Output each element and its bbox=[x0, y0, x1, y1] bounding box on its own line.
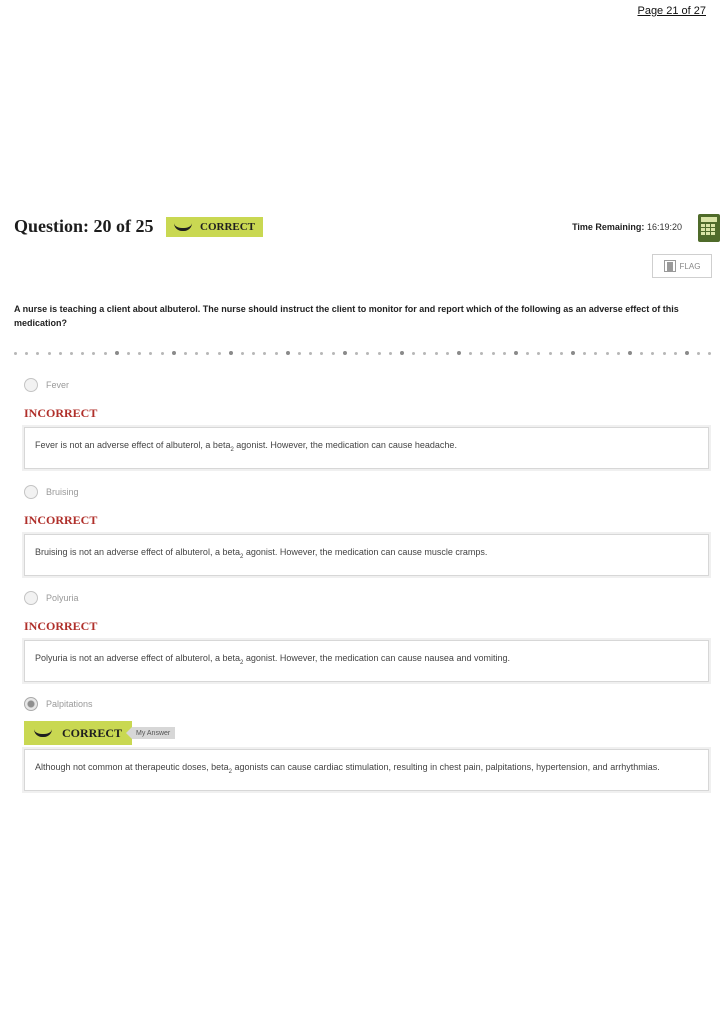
result-label: INCORRECT bbox=[24, 513, 98, 527]
question-header bbox=[14, 214, 720, 242]
status-badge bbox=[166, 217, 263, 237]
result-label: INCORRECT bbox=[24, 406, 98, 420]
option-label: Fever bbox=[46, 380, 70, 390]
option-label: Palpitations bbox=[46, 699, 93, 709]
radio-button[interactable] bbox=[24, 485, 38, 499]
rationale-box bbox=[24, 640, 709, 682]
rationale-text: Polyuria is not an adverse effect of albuterol, a beta bbox=[35, 653, 240, 663]
rationale-text: agonist. However, the medication can cause headache. bbox=[233, 440, 457, 450]
rationale-subscript: 2 bbox=[230, 446, 234, 453]
answer-option-bruising[interactable] bbox=[24, 485, 79, 499]
radio-button-selected[interactable] bbox=[24, 697, 38, 711]
calculator-icon[interactable] bbox=[698, 214, 720, 242]
option-label: Polyuria bbox=[46, 593, 79, 603]
rationale-subscript: 2 bbox=[239, 659, 244, 666]
option-label: Bruising bbox=[46, 487, 79, 497]
my-answer-tag: My Answer bbox=[132, 727, 175, 739]
rationale-box bbox=[24, 427, 709, 469]
smile-icon bbox=[34, 729, 52, 737]
rationale-box bbox=[24, 749, 709, 791]
flag-label: FLAG bbox=[679, 261, 701, 271]
radio-button[interactable] bbox=[24, 591, 38, 605]
correct-badge bbox=[24, 721, 132, 745]
radio-button[interactable] bbox=[24, 378, 38, 392]
smile-icon bbox=[174, 223, 192, 231]
rationale-text: Although not common at therapeutic doses, beta bbox=[35, 762, 229, 772]
rationale-text: agonist. However, the medication can cause nausea and vomiting. bbox=[243, 653, 510, 663]
status-badge-label: CORRECT bbox=[200, 221, 256, 233]
answer-option-palpitations[interactable] bbox=[24, 697, 93, 711]
flag-button[interactable] bbox=[652, 254, 712, 278]
time-remaining bbox=[572, 222, 682, 232]
time-remaining-label: Time Remaining: bbox=[572, 222, 645, 232]
rationale-subscript: 2 bbox=[228, 768, 232, 775]
flag-icon bbox=[664, 260, 676, 272]
time-remaining-value: 16:19:20 bbox=[646, 222, 682, 232]
rationale-text: agonist. However, the medication can cause muscle cramps. bbox=[243, 547, 488, 557]
question-counter: Question: 20 of 25 bbox=[14, 216, 154, 236]
result-label: INCORRECT bbox=[24, 619, 98, 633]
page-number: Page 21 of 27 bbox=[637, 5, 706, 17]
rationale-box bbox=[24, 534, 709, 576]
separator-dots bbox=[14, 350, 712, 356]
rationale-subscript: 2 bbox=[239, 553, 244, 560]
answer-option-polyuria[interactable] bbox=[24, 591, 79, 605]
correct-badge-label: CORRECT bbox=[62, 725, 123, 740]
rationale-text: Fever is not an adverse effect of albuterol, a beta bbox=[35, 440, 231, 450]
answer-option-fever[interactable] bbox=[24, 378, 69, 392]
rationale-text: Bruising is not an adverse effect of albuterol, a beta bbox=[35, 547, 240, 557]
question-stem: A nurse is teaching a client about albuterol. The nurse should instruct the client to monitor for and report which of the following as an adverse effect of this medication? bbox=[14, 304, 679, 328]
rationale-text: agonists can cause cardiac stimulation, resulting in chest pain, palpitations, hypertension, and arrhythmias. bbox=[231, 762, 660, 772]
